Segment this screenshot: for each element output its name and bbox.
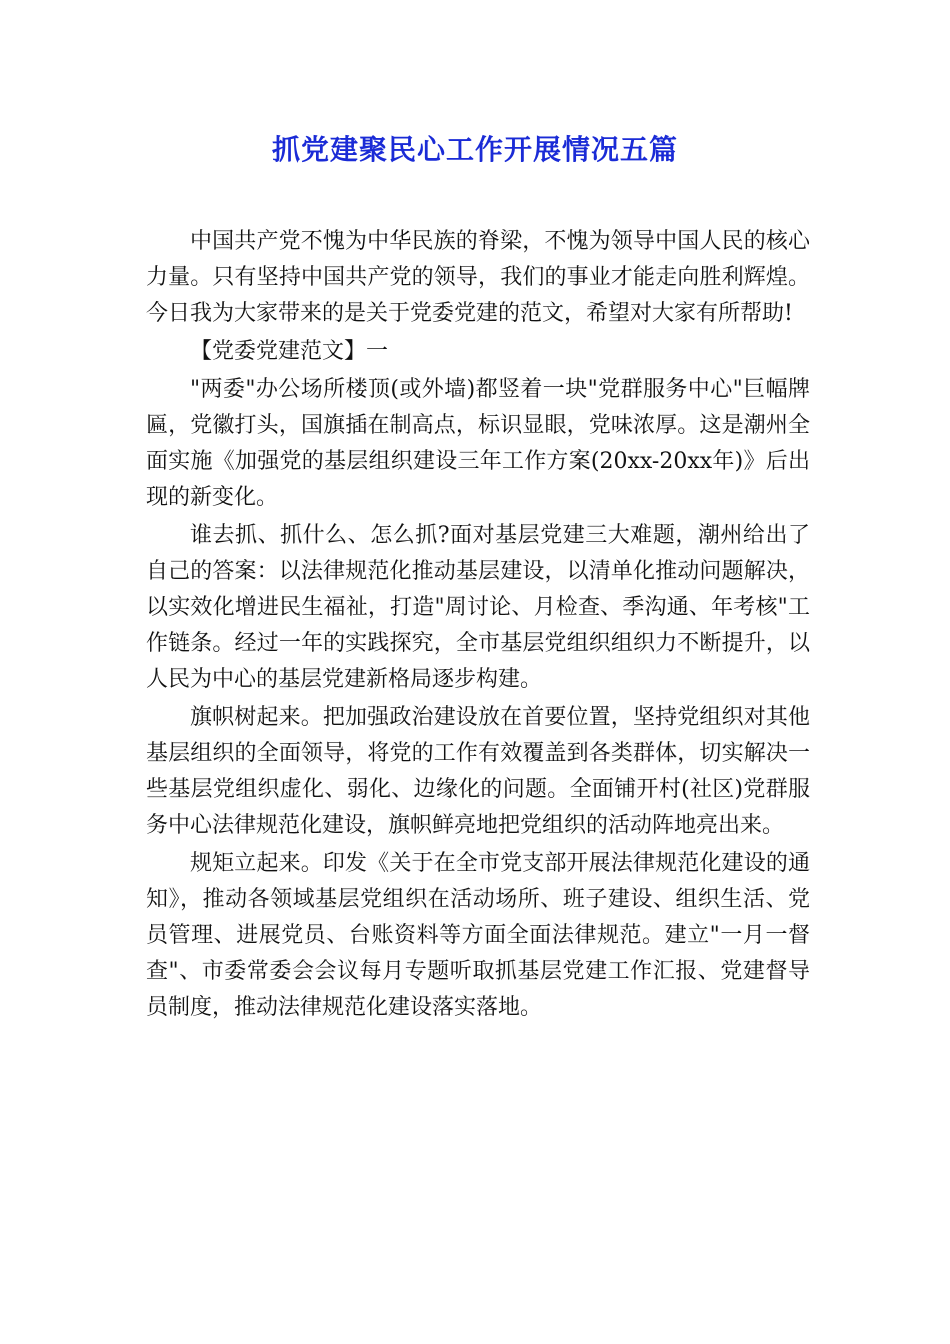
paragraph-flag: 旗帜树起来。把加强政治建设放在首要位置，坚持党组织对其他基层组织的全面领导，将党的工作有效覆盖到各类群体，切实解决一些基层党组织虚化、弱化、边缘化的问题。全面铺开村(社区)党群服务中心法律规范化建设，旗帜鲜亮地把党组织的活动阵地亮出来。 xyxy=(146,705,810,838)
paragraph-rules: 规矩立起来。印发《关于在全市党支部开展法律规范化建设的通知》，推动各领域基层党组织在活动场所、班子建设、组织生活、党员管理、进展党员、台账资料等方面全面法律规范。建立"一月一督查"、市委常委会会议每月专题听取抓基层党建工作汇报、党建督导员制度，推动法律规范化建设落实落地。 xyxy=(146,851,810,1020)
paragraph-signboard: "两委"办公场所楼顶(或外墙)都竖着一块"党群服务中心"巨幅牌匾，党徽打头，国旗插在制高点，标识显眼，党味浓厚。这是潮州全面实施《加强党的基层组织建设三年工作方案(20xx-20xx年)》后出现的新变化。 xyxy=(146,377,810,510)
paragraph-answers: 谁去抓、抓什么、怎么抓?面对基层党建三大难题，潮州给出了自己的答案：以法律规范化推动基层建设，以清单化推动问题解决，以实效化增进民生福祉，打造"周讨论、月检查、季沟通、年考核"工作链条。经过一年的实践探究，全市基层党组织组织力不断提升，以人民为中心的基层党建新格局逐步构建。 xyxy=(146,523,810,692)
paragraph-intro: 中国共产党不愧为中华民族的脊梁，不愧为领导中国人民的核心力量。只有坚持中国共产党的领导，我们的事业才能走向胜利辉煌。今日我为大家带来的是关于党委党建的范文，希望对大家有所帮助! xyxy=(146,229,810,326)
document-body xyxy=(146,224,810,1028)
document-title: 抓党建聚民心工作开展情况五篇 xyxy=(271,133,678,166)
section-heading: 【党委党建范文】一 xyxy=(190,339,389,364)
